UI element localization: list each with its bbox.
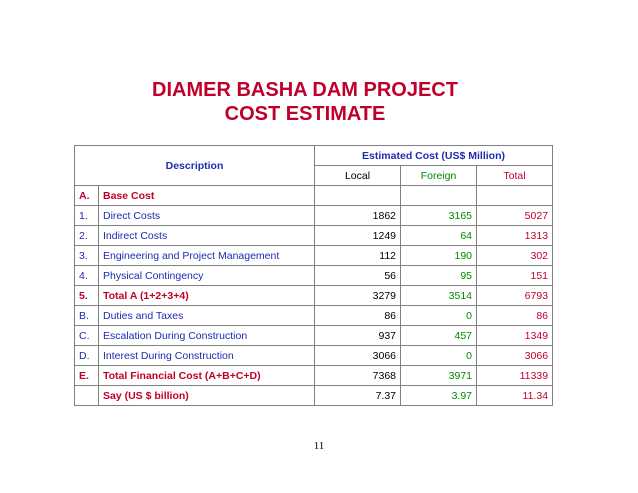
foreign-value: 3514 xyxy=(401,286,477,306)
local-value xyxy=(315,186,401,206)
row-code: 3. xyxy=(75,246,99,266)
foreign-value: 190 xyxy=(401,246,477,266)
local-value: 7368 xyxy=(315,366,401,386)
header-row xyxy=(75,146,553,166)
local-value: 1862 xyxy=(315,206,401,226)
row-label: Total A (1+2+3+4) xyxy=(99,286,315,306)
row-code: B. xyxy=(75,306,99,326)
table-row xyxy=(75,286,553,306)
total-value: 1313 xyxy=(477,226,553,246)
foreign-value: 3165 xyxy=(401,206,477,226)
foreign-value: 3.97 xyxy=(401,386,477,406)
table-row xyxy=(75,306,553,326)
row-code: 4. xyxy=(75,266,99,286)
table-row xyxy=(75,366,553,386)
row-label: Total Financial Cost (A+B+C+D) xyxy=(99,366,315,386)
row-label: Interest During Construction xyxy=(99,346,315,366)
local-value: 3066 xyxy=(315,346,401,366)
table-row xyxy=(75,386,553,406)
local-value: 937 xyxy=(315,326,401,346)
total-value: 11339 xyxy=(477,366,553,386)
foreign-value: 3971 xyxy=(401,366,477,386)
row-code: 2. xyxy=(75,226,99,246)
row-code xyxy=(75,386,99,406)
foreign-value: 64 xyxy=(401,226,477,246)
local-value: 112 xyxy=(315,246,401,266)
estimated-cost-header: Estimated Cost (US$ Million) xyxy=(315,146,553,166)
row-label: Engineering and Project Management xyxy=(99,246,315,266)
foreign-value: 0 xyxy=(401,306,477,326)
table-row xyxy=(75,266,553,286)
table-row xyxy=(75,346,553,366)
total-value: 3066 xyxy=(477,346,553,366)
local-value: 7.37 xyxy=(315,386,401,406)
row-label: Escalation During Construction xyxy=(99,326,315,346)
document-subtitle: COST ESTIMATE xyxy=(224,103,386,125)
total-value: 11.34 xyxy=(477,386,553,406)
row-label: Say (US $ billion) xyxy=(99,386,315,406)
table-row xyxy=(75,246,553,266)
local-value: 3279 xyxy=(315,286,401,306)
total-value: 86 xyxy=(477,306,553,326)
local-header: Local xyxy=(315,166,401,186)
description-header: Description xyxy=(75,146,315,186)
document-title: DIAMER BASHA DAM PROJECT xyxy=(152,79,458,101)
table-row xyxy=(75,226,553,246)
table-row xyxy=(75,186,553,206)
row-code: D. xyxy=(75,346,99,366)
total-value: 302 xyxy=(477,246,553,266)
foreign-value: 457 xyxy=(401,326,477,346)
total-header: Total xyxy=(477,166,553,186)
row-code: A. xyxy=(75,186,99,206)
page-number: 11 xyxy=(313,440,325,452)
total-value: 151 xyxy=(477,266,553,286)
table-row xyxy=(75,326,553,346)
row-label: Indirect Costs xyxy=(99,226,315,246)
cost-table xyxy=(74,145,553,406)
row-code: 5. xyxy=(75,286,99,306)
local-value: 86 xyxy=(315,306,401,326)
local-value: 56 xyxy=(315,266,401,286)
foreign-value xyxy=(401,186,477,206)
row-label: Direct Costs xyxy=(99,206,315,226)
table-row xyxy=(75,206,553,226)
row-code: E. xyxy=(75,366,99,386)
row-label: Physical Contingency xyxy=(99,266,315,286)
row-label: Duties and Taxes xyxy=(99,306,315,326)
total-value xyxy=(477,186,553,206)
row-code: C. xyxy=(75,326,99,346)
row-label: Base Cost xyxy=(99,186,315,206)
total-value: 6793 xyxy=(477,286,553,306)
foreign-header: Foreign xyxy=(401,166,477,186)
total-value: 5027 xyxy=(477,206,553,226)
total-value: 1349 xyxy=(477,326,553,346)
foreign-value: 0 xyxy=(401,346,477,366)
row-code: 1. xyxy=(75,206,99,226)
foreign-value: 95 xyxy=(401,266,477,286)
local-value: 1249 xyxy=(315,226,401,246)
